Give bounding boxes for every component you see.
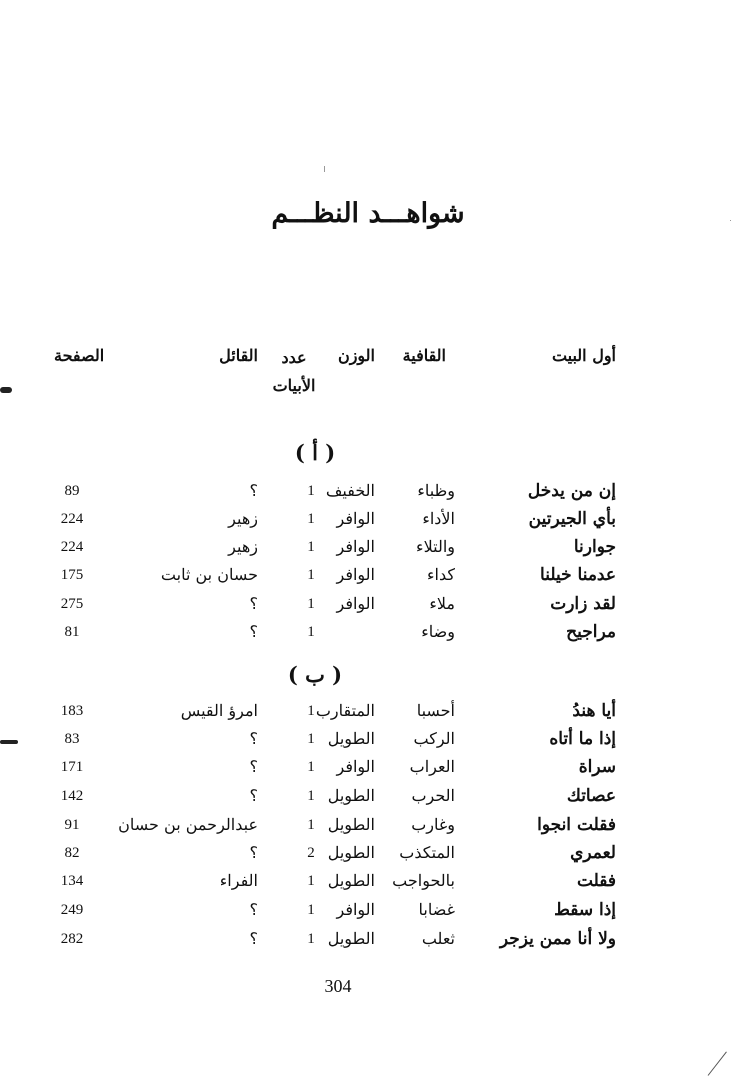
meter-cell: المتقارب (315, 701, 375, 720)
rhyme-cell: وغارب (411, 815, 455, 834)
rhyme-cell: وضاء (421, 622, 455, 641)
first-verse-cell: سراة (578, 757, 616, 777)
meter-cell: الوافر (336, 757, 375, 776)
page-cell: 224 (60, 511, 84, 527)
count-cell: 1 (307, 511, 315, 527)
poet-cell: عبدالرحمن بن حسان (118, 815, 258, 834)
corner-line (708, 1052, 727, 1076)
table-row (0, 757, 736, 785)
header-first-verse: أول البيت (551, 346, 616, 365)
first-verse-cell: إن من يدخل (527, 481, 616, 501)
count-cell: 1 (307, 624, 315, 640)
table-row (0, 900, 736, 928)
rhyme-cell: العراب (409, 757, 455, 776)
margin-mark (0, 740, 18, 744)
margin-dot (730, 220, 731, 221)
page-cell: 134 (60, 873, 84, 889)
table-row (0, 565, 736, 593)
page-number: 304 (324, 976, 352, 996)
page-cell: 183 (60, 703, 84, 719)
table-row (0, 481, 736, 509)
first-verse-cell: عدمنا خيلنا (540, 565, 616, 585)
rhyme-cell: وظباء (417, 481, 455, 500)
poet-cell: ؟ (249, 729, 258, 748)
poet-cell: زهير (228, 509, 258, 528)
meter-cell: الطويل (327, 815, 375, 834)
first-verse-cell: بأي الجيرتين (528, 509, 616, 529)
header-meter: الوزن (337, 346, 375, 365)
poet-cell: ؟ (249, 594, 258, 613)
count-cell: 1 (307, 596, 315, 612)
poet-cell: حسان بن ثابت (160, 565, 258, 584)
page-cell: 282 (60, 931, 84, 947)
count-cell: 1 (307, 731, 315, 747)
page-cell: 249 (60, 902, 84, 918)
count-cell: 1 (307, 703, 315, 719)
first-verse-cell: عصاتك (566, 786, 616, 806)
meter-cell: الوافر (336, 565, 375, 584)
poet-cell: ؟ (249, 900, 258, 919)
rhyme-cell: والتلاء (416, 537, 455, 556)
header-page: الصفحة (54, 346, 105, 365)
page-cell: 91 (64, 817, 80, 833)
table-row (0, 871, 736, 899)
meter-cell: الوافر (336, 594, 375, 613)
count-cell: 2 (307, 845, 315, 861)
first-verse-cell: فقلت (576, 871, 616, 891)
rhyme-cell: الركب (413, 729, 455, 748)
table-row (0, 786, 736, 814)
rhyme-cell: بالحواجب (392, 871, 455, 890)
page-cell: 81 (64, 624, 80, 640)
count-cell: 1 (307, 817, 315, 833)
count-cell: 1 (307, 539, 315, 555)
header-poet: القائل (219, 346, 258, 365)
page-cell: 275 (60, 596, 84, 612)
poet-cell: ؟ (249, 843, 258, 862)
rhyme-cell: ملاء (429, 594, 455, 613)
table-row (0, 815, 736, 843)
poet-cell: الفراء (219, 871, 258, 890)
count-cell: 1 (307, 902, 315, 918)
meter-cell: الوافر (336, 509, 375, 528)
count-cell: 1 (307, 931, 315, 947)
meter-cell: الوافر (336, 537, 375, 556)
poet-cell: ؟ (249, 929, 258, 948)
first-verse-cell: أيا هندُ (572, 701, 616, 721)
table-row (0, 594, 736, 622)
page-cell: 171 (60, 759, 84, 775)
poet-cell: زهير (228, 537, 258, 556)
count-cell: 1 (307, 567, 315, 583)
poet-cell: ؟ (249, 786, 258, 805)
count-cell: 1 (307, 759, 315, 775)
rhyme-cell: الأداء (422, 509, 455, 528)
page-cell: 142 (60, 788, 84, 804)
count-cell: 1 (307, 873, 315, 889)
page-cell: 224 (60, 539, 84, 555)
rhyme-cell: المتكذب (399, 843, 455, 862)
page-cell: 175 (60, 567, 84, 583)
table-row (0, 929, 736, 957)
meter-cell: الطويل (327, 871, 375, 890)
rhyme-cell: ثعلب (421, 929, 455, 948)
poet-cell: ؟ (249, 481, 258, 500)
table-row (0, 729, 736, 757)
table-row (0, 701, 736, 729)
page-cell: 83 (64, 731, 80, 747)
poet-cell: ؟ (249, 757, 258, 776)
first-verse-cell: جوارنا (573, 537, 616, 557)
poet-cell: ؟ (249, 622, 258, 641)
meter-cell: الطويل (327, 843, 375, 862)
first-verse-cell: ولا أنا ممن يزجر (499, 929, 616, 949)
section-letter-alif: ( أ ) (294, 440, 336, 465)
table-row (0, 509, 736, 537)
first-verse-cell: إذا سقط (554, 900, 616, 920)
meter-cell: الوافر (336, 900, 375, 919)
page-cell: 89 (64, 483, 80, 499)
table-row (0, 843, 736, 871)
count-cell: 1 (307, 483, 315, 499)
rhyme-cell: كداء (427, 565, 455, 584)
first-verse-cell: فقلت انجوا (537, 815, 616, 835)
meter-cell: الخفيف (325, 481, 375, 500)
table-row (0, 537, 736, 565)
poet-cell: امرؤ القيس (180, 701, 258, 720)
section-letter-ba: ( ب ) (287, 662, 343, 687)
decorative-tick (324, 166, 325, 172)
rhyme-cell: أحسبا (416, 701, 455, 720)
first-verse-cell: إذا ما أتاه (549, 729, 616, 749)
page-title: شواهـــد النظـــم (271, 198, 465, 229)
meter-cell: الطويل (327, 729, 375, 748)
rhyme-cell: الحرب (411, 786, 455, 805)
header-verse-count: عدد الأبيات (272, 348, 316, 395)
first-verse-cell: لعمري (570, 843, 616, 863)
first-verse-cell: لقد زارت (550, 594, 616, 614)
meter-cell: الطويل (327, 786, 375, 805)
header-rhyme: القافية (402, 346, 446, 365)
meter-cell: الطويل (327, 929, 375, 948)
margin-mark (0, 387, 12, 393)
count-cell: 1 (307, 788, 315, 804)
first-verse-cell: مراجيح (566, 622, 616, 642)
rhyme-cell: غضابا (418, 900, 455, 919)
page-cell: 82 (64, 845, 80, 861)
table-row (0, 622, 736, 650)
